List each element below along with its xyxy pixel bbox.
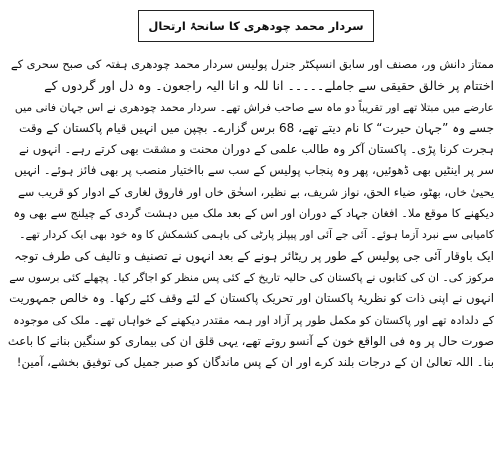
article-line: سر پر اینٹیں بھی ڈھوئیں، پھر وہ پنجاب پولیس کے سب سے بااختیار منصب پر بھی فائز ہوئے۔ انہیں: [14, 163, 494, 178]
headline: سردار محمد چودھری کا سانحۂ ارتحال: [148, 19, 364, 33]
headline-box: [138, 10, 374, 42]
article-line: یحییٰ خاں، بھٹو، ضیاء الحق، نواز شریف، بے نظیر، اسحٰق خاں اور فاروق لغاری کے ادوار کو قریب سے: [18, 184, 494, 199]
article-line: دیکھنے کا موقع ملا۔ افغان جہاد کے دوران اور اس کے بعد ملک میں دہشت گردی کے چیلنج سے بھی وہ: [13, 206, 494, 221]
article-line: ہجرت کرنا پڑی۔ پاکستان آکر وہ طالب علمی کے دوران محنت و مشقت بھی کرتے رہے۔ انہوں نے: [18, 142, 494, 157]
article-line: انہوں نے اپنی ذات کو نظریۂ پاکستان اور تحریک پاکستان کے لئے وقف کئے رکھا۔ وہ خالص جمہوریت: [9, 291, 494, 306]
article-line: اختتام پر خالق حقیقی سے جاملے۔۔۔۔۔ انا للہ و انا الیہ راجعون۔ وہ دل اور گردوں کے: [44, 78, 494, 94]
article-line: کامیابی سے نبرد آزما ہوئے۔ آئی جے آئی اور پیپلز پارٹی کی باہمی کشمکش کا وہ خود بھی ایک کردار تھے۔: [19, 228, 494, 242]
article-line: ایک باوقار آئی جی پولیس کے طور پر ریٹائر ہونے کے بعد انہوں نے تصنیف و تالیف کی طرف توجہ: [14, 248, 494, 263]
article-line: بنا۔ اللہ تعالیٰ ان کے درجات بلند کرے اور ان کے پس ماندگان کو صبر جمیل کی توفیق بخشے، آمین!: [16, 355, 494, 370]
article-line: کے دلدادہ تھے اور پاکستان کو مکمل طور پر آزاد اور ہمہ مقتدر دیکھنے کے خواہاں تھے۔ ملک کی موجودہ: [13, 313, 494, 327]
article-line: جسے وہ ”جہان حیرت“ کا نام دیتے تھے، 68 برس گزارے۔ بچپن میں انہیں قیام پاکستان کے وقت: [19, 120, 494, 135]
article-line: عارضے میں مبتلا تھے اور تقریباً دو ماہ سے صاحب فراش تھے۔ سردار محمد چودھری نے اس جہان فانی میں: [14, 100, 494, 114]
article-body: [8, 54, 494, 373]
article-line: صورت حال پر وہ فی الواقع خون کے آنسو روتے تھے، یہی قلق ان کی بیماری کو سنگین بنانے کا باعث: [8, 333, 494, 348]
article-line: مرکوز کی۔ ان کی کتابوں نے پاکستان کی حالیہ تاریخ کے کئی پس منظر کو اجاگر کیا۔ پچھلے کئی برسوں سے: [9, 270, 494, 284]
article-line: ممتاز دانش ور، مصنف اور سابق انسپکٹر جنرل پولیس سردار محمد چودھری ہفتہ کی صبح سحری کے: [10, 57, 494, 71]
